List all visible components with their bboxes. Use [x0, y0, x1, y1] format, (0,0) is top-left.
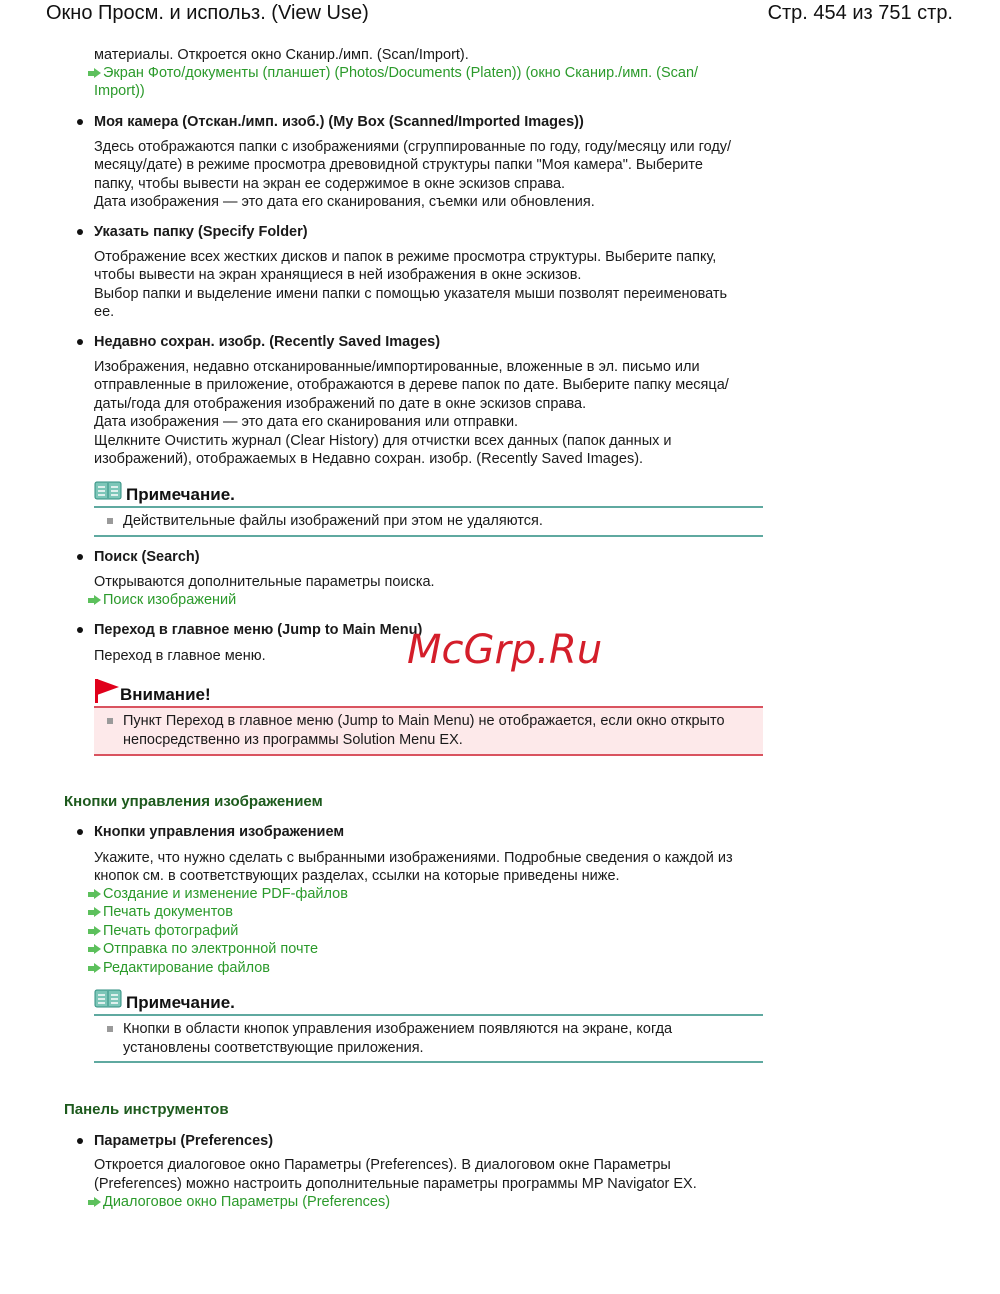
item-body: Дата изображения — это дата его сканирования или отправки. [94, 414, 519, 430]
note-title: Примечание. [126, 993, 235, 1012]
item-body: отправленные в приложение, отображаются в дереве папок по дате. Выберите папку месяца/ [94, 377, 729, 393]
window-title: Окно Просм. и использ. (View Use) [46, 2, 369, 24]
item-body: кнопок см. в соответствующих разделах, ссылки на которые приведены ниже. [94, 868, 620, 884]
arrow-icon [94, 68, 101, 78]
item-body: Здесь отображаются папки с изображениями (сгруппированные по году, году/месяцу или году/ [94, 139, 732, 155]
item-body: Дата изображения — это дата его сканирования, съемки или обновления. [94, 194, 595, 210]
link-pdf[interactable]: Создание и изменение PDF-файлов [89, 885, 348, 903]
item-title: Моя камера (Отскан./имп. изоб.) (My Box (Scanned/Imported Images)) [94, 114, 584, 130]
item-body: изображений), отображаемых в Недавно сохран. изобр. (Recently Saved Images). [94, 451, 644, 467]
warning-title: Внимание! [120, 685, 211, 704]
item-body: Отображение всех жестких дисков и папок в режиме просмотра структуры. Выберите папку, [94, 249, 717, 265]
divider [94, 706, 763, 708]
divider [94, 1061, 763, 1063]
bullet-icon [77, 1138, 83, 1144]
item-title: Недавно сохран. изобр. (Recently Saved Images) [94, 334, 441, 350]
divider [94, 506, 763, 508]
arrow-icon [94, 907, 101, 917]
item-body: (Preferences) можно настроить дополнительные параметры программы MP Navigator EX. [94, 1176, 697, 1192]
item-body: ее. [94, 304, 115, 320]
link-search-images[interactable]: Поиск изображений [89, 591, 236, 609]
arrow-icon [94, 944, 101, 954]
arrow-icon [94, 963, 101, 973]
item-body: Щелкните Очистить журнал (Clear History) для отчистки всех данных (папок данных и [94, 433, 672, 449]
arrow-icon [94, 926, 101, 936]
item-body: даты/года для отображения изображений по дате в окне эскизов справа. [94, 396, 587, 412]
page-number: Стр. 454 из 751 стр. [767, 2, 953, 24]
square-bullet-icon [107, 1026, 113, 1032]
warning-text: Пункт Переход в главное меню (Jump to Main Menu) не отображается, если окно открыто [123, 713, 725, 729]
arrow-icon [94, 1197, 101, 1207]
item-body: месяцу/дате) в режиме просмотра древовидной структуры папки "Моя камера". Выберите [94, 157, 703, 173]
link-edit-files[interactable]: Редактирование файлов [89, 959, 270, 977]
bullet-icon [77, 627, 83, 633]
section-heading: Кнопки управления изображением [64, 793, 323, 810]
item-body: Укажите, что нужно сделать с выбранными изображениями. Подробные сведения о каждой из [94, 850, 733, 866]
divider [94, 1014, 763, 1016]
watermark: McGrp.Ru [407, 627, 603, 673]
item-title: Кнопки управления изображением [94, 824, 345, 840]
note-text: Кнопки в области кнопок управления изображением появляются на экране, когда [123, 1021, 673, 1037]
section-heading: Панель инструментов [64, 1101, 229, 1118]
link-email[interactable]: Отправка по электронной почте [89, 940, 318, 958]
item-body: Переход в главное меню. [94, 648, 266, 664]
bullet-icon [77, 554, 83, 560]
bullet-icon [77, 119, 83, 125]
note-text: установлены соответствующие приложения. [123, 1040, 424, 1056]
divider [94, 754, 763, 756]
item-title: Указать папку (Specify Folder) [94, 224, 308, 240]
item-title: Параметры (Preferences) [94, 1133, 274, 1149]
link-photos-documents[interactable]: Экран Фото/документы (планшет) (Photos/Documents (Platen)) (окно Сканир./имп. (Scan/ [89, 64, 698, 82]
link-print-photos[interactable]: Печать фотографий [89, 922, 238, 940]
item-title: Переход в главное меню (Jump to Main Menu) [94, 622, 423, 638]
square-bullet-icon [107, 518, 113, 524]
link-preferences[interactable]: Диалоговое окно Параметры (Preferences) [89, 1193, 390, 1211]
item-body: Открываются дополнительные параметры поиска. [94, 574, 435, 590]
item-body: Откроется диалоговое окно Параметры (Preferences). В диалоговом окне Параметры [94, 1157, 671, 1173]
item-body: Выбор папки и выделение имени папки с помощью указателя мыши позволят переименовать [94, 286, 728, 302]
book-icon [94, 481, 122, 501]
intro-text: материалы. Откроется окно Сканир./имп. (Scan/Import). [94, 47, 469, 63]
item-body: папку, чтобы вывести на экран ее содержимое в окне эскизов справа. [94, 176, 566, 192]
note-title: Примечание. [126, 485, 235, 504]
red-flag-icon [94, 678, 120, 704]
book-icon [94, 989, 122, 1009]
arrow-icon [94, 595, 101, 605]
link-photos-documents-cont[interactable]: Import)) [94, 83, 145, 99]
note-text: Действительные файлы изображений при этом не удаляются. [123, 513, 543, 529]
arrow-icon [94, 889, 101, 899]
square-bullet-icon [107, 718, 113, 724]
bullet-icon [77, 829, 83, 835]
item-title: Поиск (Search) [94, 549, 200, 565]
item-body: чтобы вывести на экран хранящиеся в ней изображения в окне эскизов. [94, 267, 582, 283]
link-print-documents[interactable]: Печать документов [89, 903, 233, 921]
bullet-icon [77, 229, 83, 235]
divider [94, 535, 763, 537]
item-body: Изображения, недавно отсканированные/импортированные, вложенные в эл. письмо или [94, 359, 700, 375]
warning-text: непосредственно из программы Solution Menu EX. [123, 732, 463, 748]
bullet-icon [77, 339, 83, 345]
